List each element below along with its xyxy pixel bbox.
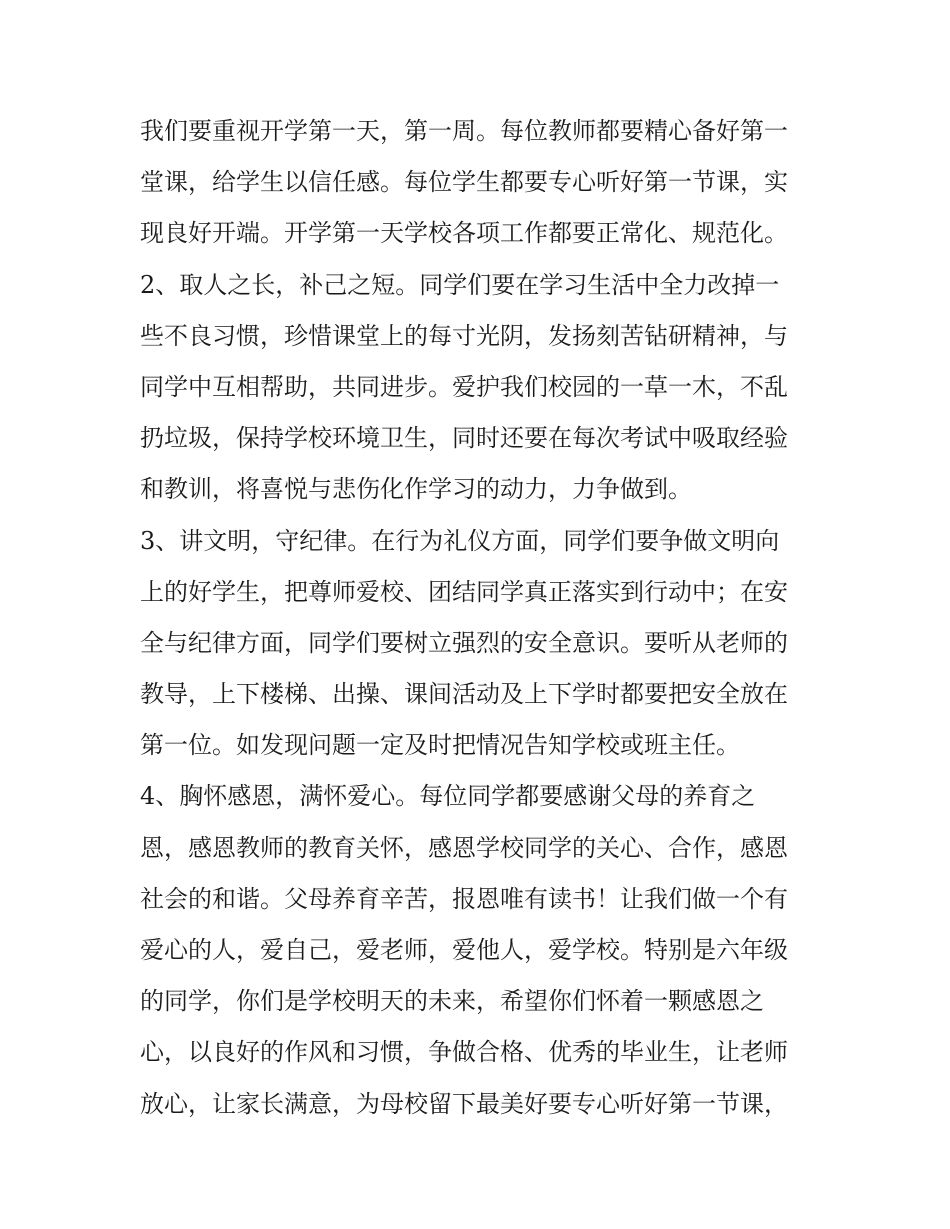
text-line: 放心，让家长满意，为母校留下最美好要专心听好第一节课， bbox=[140, 1089, 788, 1118]
body-text bbox=[140, 106, 820, 1130]
text-line: 的同学，你们是学校明天的未来，希望你们怀着一颗感恩之 bbox=[140, 987, 764, 1016]
text-line: 全与纪律方面，同学们要树立强烈的安全意识。要听从老师的 bbox=[140, 628, 788, 657]
text-line: 爱心的人，爱自己，爱老师，爱他人，爱学校。特别是六年级 bbox=[140, 936, 788, 964]
text-line: 我们要重视开学第一天，第一周。每位教师都要精心备好第一 bbox=[140, 117, 788, 145]
text-line: 堂课，给学生以信任感。每位学生都要专心听好第一节课，实 bbox=[140, 168, 788, 197]
text-line: 社会的和谐。父母养育辛苦，报恩唯有读书！让我们做一个有 bbox=[140, 884, 788, 913]
text-line: 第一位。如发现问题一定及时把情况告知学校或班主任。 bbox=[140, 731, 740, 760]
text-line: 心，以良好的作风和习惯，争做合格、优秀的毕业生，让老师 bbox=[140, 1038, 788, 1067]
text-line: 同学中互相帮助，共同进步。爱护我们校园的一草一木，不乱 bbox=[140, 372, 788, 401]
text-line: 现良好开端。开学第一天学校各项工作都要正常化、规范化。 bbox=[140, 219, 788, 248]
text-line: 4、胸怀感恩，满怀爱心。每位同学都要感谢父母的养育之 bbox=[140, 782, 756, 811]
text-line: 扔垃圾，保持学校环境卫生，同时还要在每次考试中吸取经验 bbox=[140, 424, 788, 453]
text-line: 上的好学生，把尊师爱校、团结同学真正落实到行动中；在安 bbox=[140, 577, 788, 606]
text-line: 些不良习惯，珍惜课堂上的每寸光阴，发扬刻苦钻研精神，与 bbox=[140, 321, 788, 350]
text-line: 和教训，将喜悦与悲伤化作学习的动力，力争做到。 bbox=[140, 475, 692, 504]
text-line: 恩，感恩教师的教育关怀，感恩学校同学的关心、合作，感恩 bbox=[140, 833, 788, 862]
text-line: 3、讲文明，守纪律。在行为礼仪方面，同学们要争做文明向 bbox=[140, 526, 780, 555]
text-line: 2、取人之长，补己之短。同学们要在学习生活中全力改掉一 bbox=[140, 270, 780, 299]
text-line: 教导，上下楼梯、出操、课间活动及上下学时都要把安全放在 bbox=[140, 680, 788, 709]
